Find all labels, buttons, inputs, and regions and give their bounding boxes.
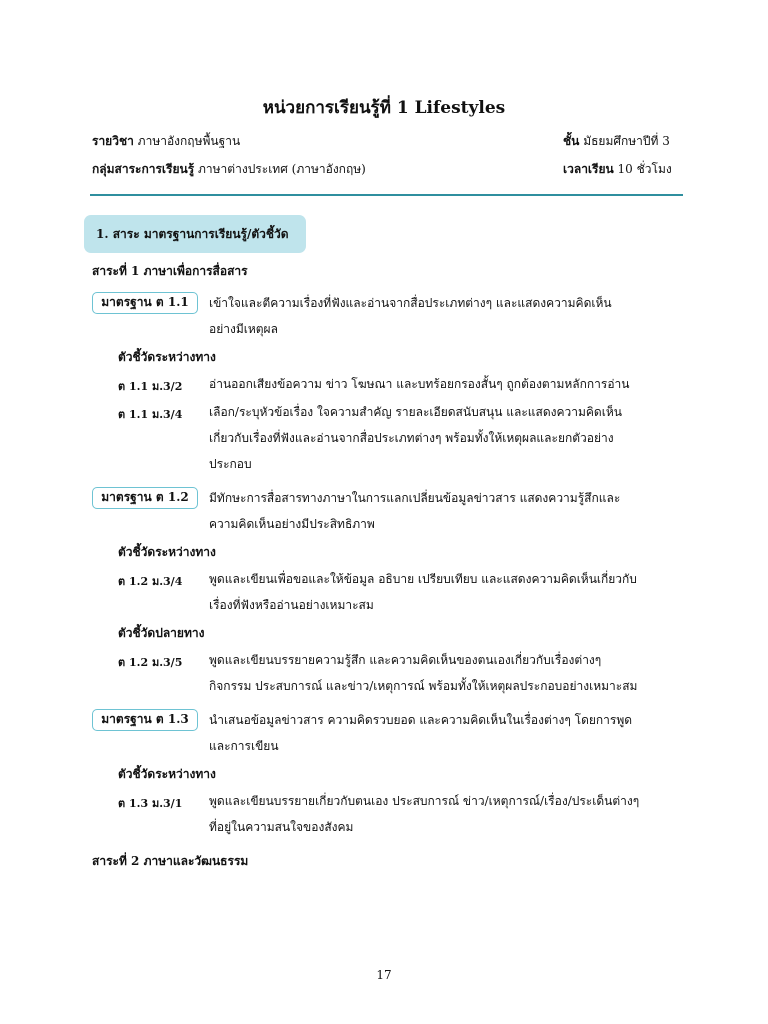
indicator-text: พูดและเขียนบรรยายเกี่ยวกับตนเอง ประสบการณ์ ข่าว/เหตุการณ์/เรื่อง/ประเด็นต่างๆ <box>209 794 640 808</box>
indicator-text: กิจกรรม ประสบการณ์ และข่าว/เหตุการณ์ พร้อมทั้งให้เหตุผลประกอบอย่างเหมาะสม <box>209 679 638 693</box>
subject-value: ภาษาอังกฤษพื้นฐาน <box>137 134 241 148</box>
indicator-group-heading: ตัวชี้วัดระหว่างทาง <box>118 350 216 364</box>
grade-line <box>563 132 670 151</box>
unit-title: หน่วยการเรียนรู้ที่ 1 Lifestyles <box>262 98 506 118</box>
indicator-text: อ่านออกเสียงข้อความ ข่าว โฆษณา และบทร้อยกรองสั้นๆ ถูกต้องตามหลักการอ่าน <box>209 377 630 391</box>
time-value: 10 ชั่วโมง <box>617 162 672 176</box>
time-label: เวลาเรียน <box>563 162 614 176</box>
standard-1-1-line-2: อย่างมีเหตุผล <box>209 322 278 336</box>
group-label: กลุ่มสาระการเรียนรู้ <box>92 162 195 176</box>
indicator-group-heading: ตัวชี้วัดระหว่างทาง <box>118 767 216 781</box>
grade-value: มัธยมศึกษาปีที่ 3 <box>583 134 670 148</box>
indicator-group-heading: ตัวชี้วัดปลายทาง <box>118 626 205 640</box>
indicator-text: เลือก/ระบุหัวข้อเรื่อง ใจความสำคัญ รายละเอียดสนับสนุน และแสดงความคิดเห็น <box>209 405 622 419</box>
group-value: ภาษาต่างประเทศ (ภาษาอังกฤษ) <box>198 162 366 176</box>
indicator-code: ต 1.2 ม.3/5 <box>118 656 183 669</box>
indicator-text: ที่อยู่ในความสนใจของสังคม <box>209 820 354 834</box>
section-heading: 1. สาระ มาตรฐานการเรียนรู้/ตัวชี้วัด <box>84 215 306 253</box>
subject-label: รายวิชา <box>92 134 134 148</box>
subject-line <box>92 132 240 151</box>
indicator-text: เกี่ยวกับเรื่องที่ฟังและอ่านจากสื่อประเภทต่างๆ พร้อมทั้งให้เหตุผลและยกตัวอย่าง <box>209 431 614 445</box>
indicator-code: ต 1.2 ม.3/4 <box>118 575 183 588</box>
strand-1-heading: สาระที่ 1 ภาษาเพื่อการสื่อสาร <box>92 264 248 278</box>
standard-1-3-line-2: และการเขียน <box>209 739 279 753</box>
strand-2-heading: สาระที่ 2 ภาษาและวัฒนธรรม <box>92 854 249 868</box>
grade-label: ชั้น <box>563 134 580 148</box>
indicator-text: เรื่องที่ฟังหรืออ่านอย่างเหมาะสม <box>209 598 374 612</box>
standard-1-2-line-1: มีทักษะการสื่อสารทางภาษาในการแลกเปลี่ยนข้อมูลข่าวสาร แสดงความรู้สึกและ <box>209 491 621 505</box>
group-line <box>92 160 366 179</box>
standard-1-2-line-2: ความคิดเห็นอย่างมีประสิทธิภาพ <box>209 517 375 531</box>
standard-badge-1-1: มาตรฐาน ต 1.1 <box>92 292 198 314</box>
standard-badge-1-2: มาตรฐาน ต 1.2 <box>92 487 198 509</box>
time-line <box>563 160 672 179</box>
page-number: 17 <box>376 968 392 982</box>
indicator-text: พูดและเขียนเพื่อขอและให้ข้อมูล อธิบาย เปรียบเทียบ และแสดงความคิดเห็นเกี่ยวกับ <box>209 572 637 586</box>
standard-1-3-line-1: นำเสนอข้อมูลข่าวสาร ความคิดรวบยอด และความคิดเห็นในเรื่องต่างๆ โดยการพูด <box>209 713 633 727</box>
standard-1-1-line-1: เข้าใจและตีความเรื่องที่ฟังและอ่านจากสื่อประเภทต่างๆ และแสดงความคิดเห็น <box>209 296 612 310</box>
standard-badge-1-3: มาตรฐาน ต 1.3 <box>92 709 198 731</box>
indicator-text: ประกอบ <box>209 457 252 471</box>
header-divider <box>90 194 683 196</box>
indicator-code: ต 1.3 ม.3/1 <box>118 797 183 810</box>
indicator-code: ต 1.1 ม.3/2 <box>118 380 183 393</box>
indicator-code: ต 1.1 ม.3/4 <box>118 408 183 421</box>
indicator-text: พูดและเขียนบรรยายความรู้สึก และความคิดเห็นของตนเองเกี่ยวกับเรื่องต่างๆ <box>209 653 602 667</box>
indicator-group-heading: ตัวชี้วัดระหว่างทาง <box>118 545 216 559</box>
